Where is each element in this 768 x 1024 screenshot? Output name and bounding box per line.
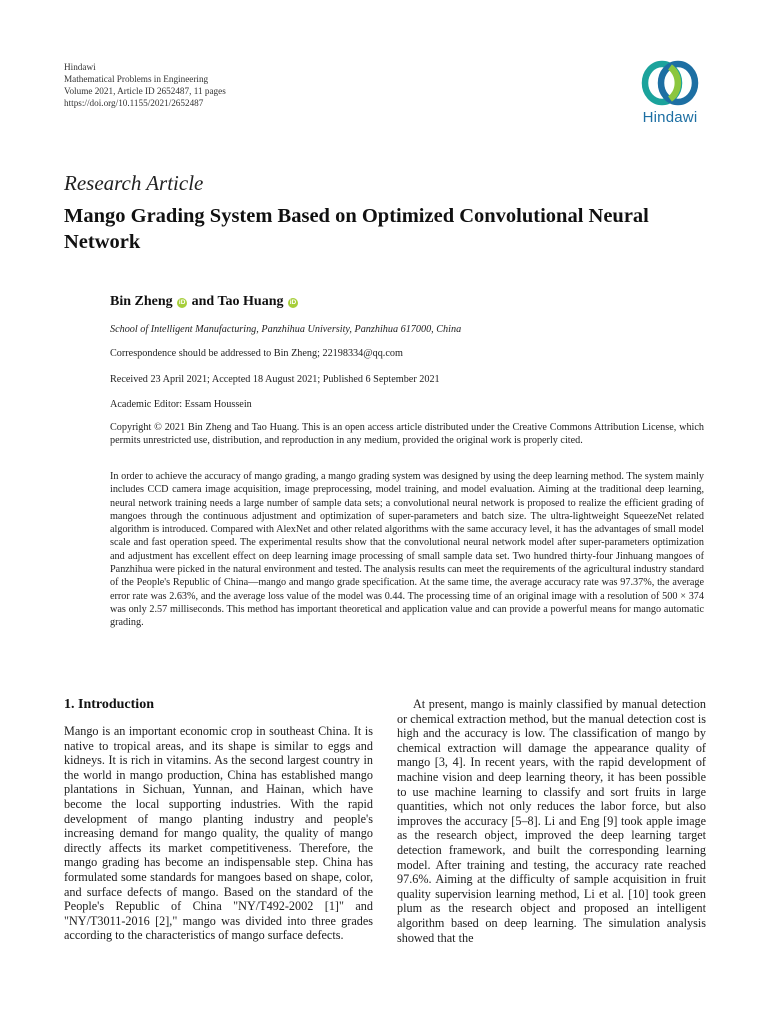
doi-link[interactable]: https://doi.org/10.1155/2021/2652487	[64, 98, 204, 108]
author-conjunction: and	[188, 294, 218, 309]
abstract: In order to achieve the accuracy of mango grading, a mango grading system was designed by using the deep learning method. The system mainly includes CCD camera image acquisition, image preprocessing, model training, and model evaluation. Aiming at the traditional deep learning, neural network training needs a large number of sample data sets; a convolutional neural network is proposed to realize the efficient grading of mangoes through the continuous adjustment and optimization of super-parameters and batch size. The ultra-lightweight SqueezeNet related algorithm is introduced. Compared with AlexNet and other related algorithms with the same accuracy level, it has the advantages of small model scale and fast operation speed. The experimental results show that the convolutional neural network model after super-parameters optimization and adjustment has excellent effect on deep learning image processing of small sample data set. Two hundred thirty-four Jinhuang mangoes of Panzhihua were picked in the natural environment and tested. The analysis results can meet the requirements of the agricultural industry standard of the People's Republic of China—mango and mango grade specification. At the same time, the average accuracy rate was 97.37%, the average error rate was 2.63%, and the average loss value of the model was 0.44. The processing time of an original image with a resolution of 500 × 374 was only 2.57 milliseconds. This method has important theoretical and application value and can provide a powerful means for mango automatic grading.	[110, 471, 704, 629]
orcid-icon[interactable]: iD	[178, 299, 186, 306]
author-list	[110, 294, 299, 310]
author-name[interactable]: Tao Huang	[217, 294, 284, 309]
body-text-left-column: Mango is an important economic crop in southeast China. It is native to tropical areas, and its shape is similar to eggs and kidneys. It is rich in vitamins. As the second largest country in the world in mango production, China has established mango plantations in Sichuan, Yunnan, and Hainan, which have become the local supporting industries. With the rapid development of mango planting industry and people's increasing demand for mango quality, the quality of mango directly affects its market competitiveness. Therefore, the mango grading has become an indispensable step. China has formulated some standards for mangoes based on shape, color, and surface defects of mango. Based on the standard of the People's Republic of China "NY/T492-2002 [1]" and "NY/T3011-2016 [2]," mango was divided into three grades according to the characteristics of mango surface defects.	[64, 724, 373, 943]
hindawi-rings-icon	[638, 58, 702, 108]
journal-name: Mathematical Problems in Engineering	[64, 74, 209, 84]
hindawi-logo-text: Hindawi	[642, 109, 698, 126]
journal-info	[64, 61, 226, 109]
publisher-name: Hindawi	[64, 62, 96, 72]
body-text-right-column: At present, mango is mainly classified by manual detection or chemical extraction method, but the manual detection cost is high and the accuracy is low. The classification of mango by chemical extraction will damage the appearance quality of mango [3, 4]. In recent years, with the rapid development of machine vision and deep learning theory, it has been possible to use machine learning to classify and sort fruits in large quantities, which not only reduces the labor force, but also improves the accuracy [5–8]. Li and Eng [9] took apple image as the research object, improved the deep learning target detection framework, and built the corresponding learning model. After training and testing, the accuracy rate reached 97.6%. Aiming at the difficulty of sample acquisition in fruit quality supervision learning method, Li et al. [10] took green plum as the research object and proposed an intelligent algorithm based on deep learning. The simulation analysis showed that the	[397, 697, 706, 945]
orcid-icon[interactable]: iD	[289, 299, 297, 306]
section-heading: 1. Introduction	[64, 697, 154, 712]
affiliation: School of Intelligent Manufacturing, Panzhihua University, Panzhihua 617000, China	[110, 324, 462, 335]
copyright-notice: Copyright © 2021 Bin Zheng and Tao Huang. This is an open access article distributed under the Creative Commons Attribution License, which permits unrestricted use, distribution, and reproduction in any medium, provided the original work is properly cited.	[110, 422, 704, 447]
volume-info: Volume 2021, Article ID 2652487, 11 pages	[64, 86, 226, 96]
publication-dates: Received 23 April 2021; Accepted 18 August 2021; Published 6 September 2021	[110, 374, 440, 385]
article-title: Mango Grading System Based on Optimized Convolutional Neural Network	[64, 205, 649, 253]
author-name[interactable]: Bin Zheng	[110, 294, 173, 309]
hindawi-logo	[630, 58, 710, 126]
correspondence: Correspondence should be addressed to Bin Zheng; 22198334@qq.com	[110, 348, 403, 359]
academic-editor: Academic Editor: Essam Houssein	[110, 399, 252, 410]
article-type: Research Article	[64, 171, 204, 195]
